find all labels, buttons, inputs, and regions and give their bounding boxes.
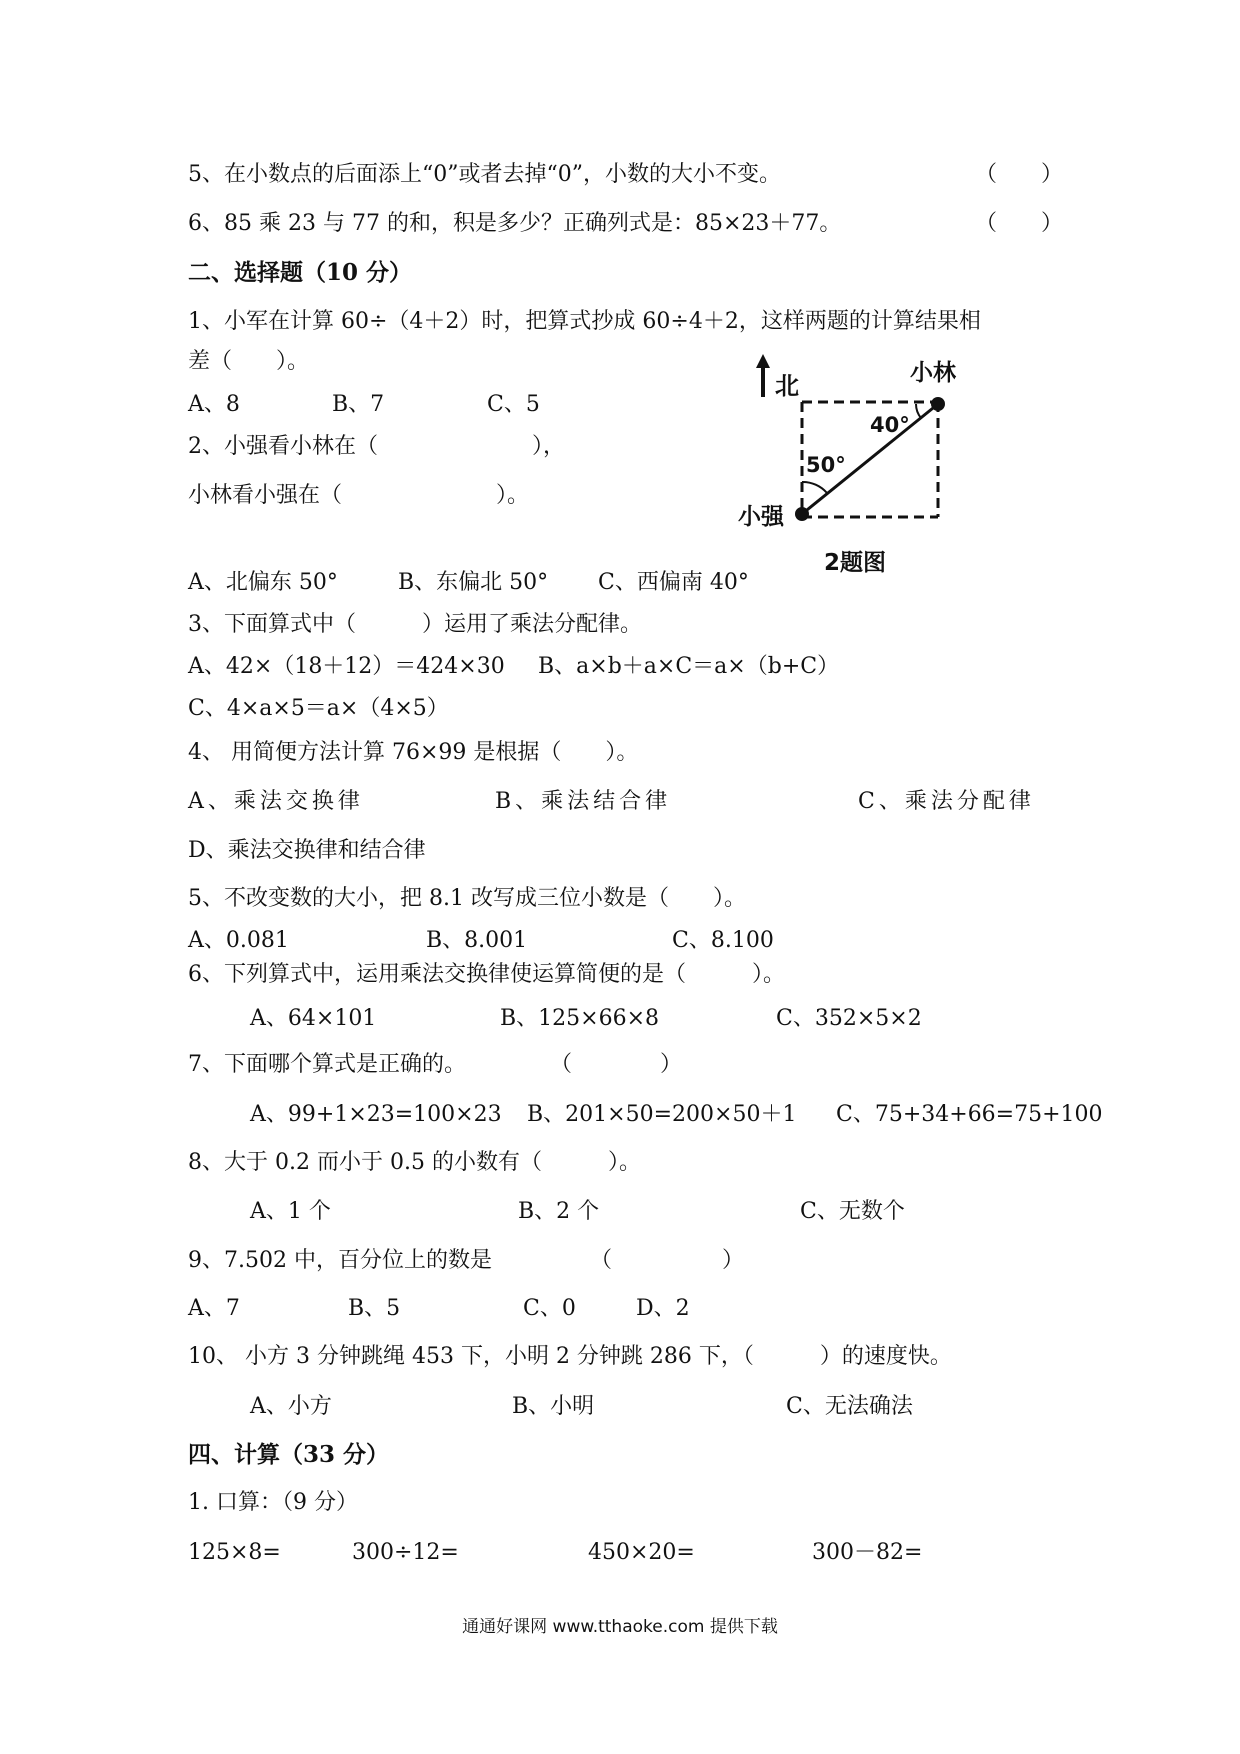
q2-option-b: B、东偏北 50°: [398, 570, 549, 595]
q10-option-a: A、小方: [250, 1394, 332, 1419]
q3-line1: 3、下面算式中（ ）运用了乘法分配律。: [188, 612, 642, 637]
calc-item-3: 450×20=: [588, 1540, 695, 1565]
tf-answer-paren-6: （ ）: [975, 211, 1064, 236]
q10-option-b: B、小明: [512, 1394, 595, 1419]
q5-option-c: C、8.100: [672, 928, 774, 953]
q6-option-a: A、64×101: [250, 1006, 377, 1031]
q2-option-a: A、北偏东 50°: [188, 570, 338, 595]
tf-item-6: 6、85 乘 23 与 77 的和，积是多少？正确列式是：85×23＋77。: [188, 211, 842, 236]
q10-line1: 10、 小方 3 分钟跳绳 453 下，小明 2 分钟跳 286 下，（ ）的速度快。: [188, 1344, 952, 1369]
label-xiaoqiang: 小强: [738, 504, 784, 530]
q1-line2: 差（ ）。: [188, 349, 310, 374]
calc-item-4: 300－82=: [812, 1540, 923, 1565]
angle-label-40: 40°: [870, 413, 910, 437]
q7-option-c: C、75+34+66=75+100: [836, 1102, 1103, 1127]
north-label: 北: [775, 372, 799, 400]
q7-option-b: B、201×50=200×50＋1: [527, 1102, 797, 1127]
section-heading-choice: 二、选择题（10 分）: [188, 259, 413, 286]
q4-line1: 4、 用简便方法计算 76×99 是根据（ ）。: [188, 740, 639, 765]
calc-title: 1. 口算：（9 分）: [188, 1490, 358, 1515]
q6-option-b: B、125×66×8: [500, 1006, 660, 1031]
direction-diagram: [738, 352, 968, 582]
q4-option-c: C、乘法分配律: [858, 789, 1035, 814]
north-arrow-icon: [756, 354, 770, 368]
q5-option-a: A、0.081: [188, 928, 289, 953]
q8-option-c: C、无数个: [800, 1199, 905, 1224]
tf-answer-paren-5: （ ）: [975, 162, 1064, 187]
q9-option-c: C、0: [523, 1296, 576, 1321]
q2-option-c: C、西偏南 40°: [598, 570, 749, 595]
q9-option-a: A、7: [188, 1296, 240, 1321]
q10-option-c: C、无法确法: [786, 1394, 913, 1419]
tf-item-5: 5、在小数点的后面添上“0”或者去掉“0”，小数的大小不变。: [188, 162, 781, 187]
q6-option-c: C、352×5×2: [776, 1006, 922, 1031]
q9-option-d: D、2: [636, 1296, 690, 1321]
label-xiaolin: 小林: [910, 360, 956, 386]
q1-option-a: A、8: [188, 392, 240, 417]
q1-option-c: C、5: [487, 392, 540, 417]
q9-option-b: B、5: [348, 1296, 401, 1321]
angle-arc-40: [916, 404, 921, 418]
q1-line1: 1、小军在计算 60÷（4＋2）时，把算式抄成 60÷4＋2，这样两题的计算结果相: [188, 309, 981, 334]
q8-line1: 8、大于 0.2 而小于 0.5 的小数有（ ）。: [188, 1150, 641, 1175]
q9-answer-paren: （ ）: [590, 1248, 745, 1273]
q8-option-a: A、1 个: [250, 1199, 331, 1224]
calc-item-2: 300÷12=: [352, 1540, 459, 1565]
q4-option-a: A、乘法交换律: [188, 789, 364, 814]
q3-option-b: B、a×b＋a×C＝a×（b+C）: [538, 654, 840, 679]
q8-option-b: B、2 个: [518, 1199, 600, 1224]
angle-label-50: 50°: [806, 453, 846, 477]
q7-answer-paren: （ ）: [550, 1052, 683, 1077]
q2-line2: 小林看小强在（ ）。: [188, 483, 530, 508]
q5-line1: 5、不改变数的大小，把 8.1 改写成三位小数是（ ）。: [188, 886, 746, 911]
calc-item-1: 125×8=: [188, 1540, 281, 1565]
figure-caption: 2题图: [824, 550, 887, 576]
q7-line1: 7、下面哪个算式是正确的。: [188, 1052, 466, 1077]
q3-option-c: C、4×a×5＝a×（4×5）: [188, 696, 449, 721]
angle-arc-50: [802, 482, 827, 493]
q4-option-d: D、乘法交换律和结合律: [188, 838, 426, 863]
page-footer: 通通好课网 www.tthaoke.com 提供下载: [462, 1617, 778, 1637]
q7-option-a: A、99+1×23=100×23: [250, 1102, 502, 1127]
q4-option-b: B、乘法结合律: [495, 789, 672, 814]
q1-option-b: B、7: [332, 392, 385, 417]
point-xiaoqiang: [795, 507, 809, 521]
q5-option-b: B、8.001: [426, 928, 528, 953]
q6-line1: 6、下列算式中，运用乘法交换律使运算简便的是（ ）。: [188, 962, 785, 987]
q3-option-a: A、42×（18＋12）＝424×30: [188, 654, 505, 679]
q9-line1: 9、7.502 中，百分位上的数是: [188, 1248, 492, 1273]
point-xiaolin: [931, 397, 945, 411]
q2-line1: 2、小强看小林在（ ），: [188, 434, 565, 459]
section-heading-calc: 四、计算（33 分）: [188, 1441, 390, 1468]
